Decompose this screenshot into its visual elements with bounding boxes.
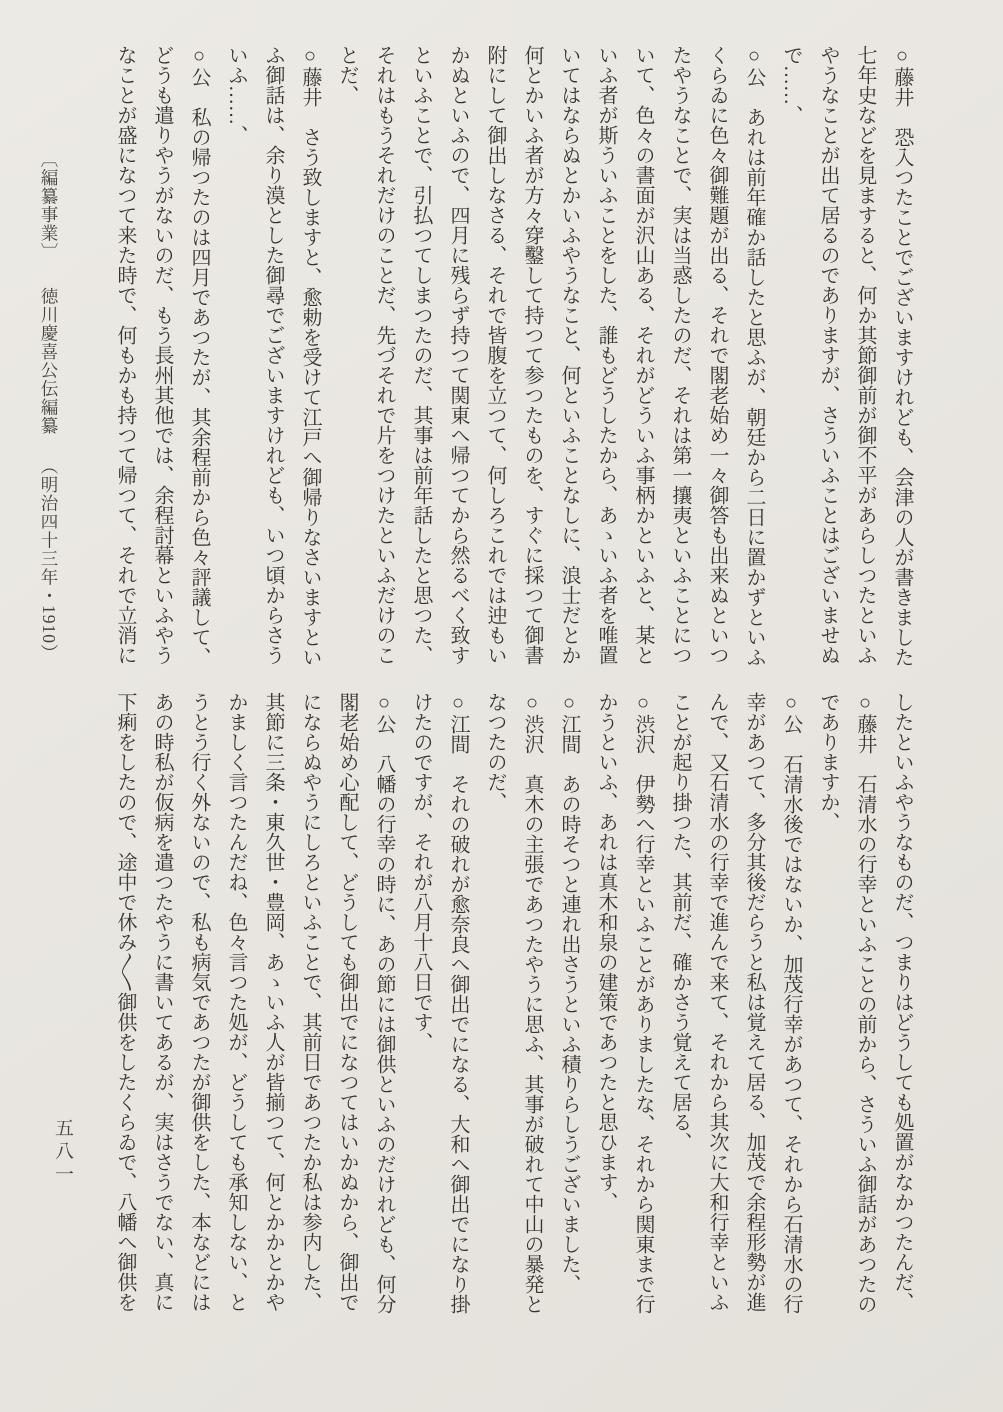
- text-line: ふ御話は、余り漠とした御尋でございますけれども、いつ頃からさう: [262, 45, 284, 665]
- text-line: かうといふ、あれは真木和泉の建策であつたと思ひます、: [595, 692, 617, 1212]
- text-line: とだ、: [336, 45, 358, 105]
- running-head-title: 徳川慶喜公伝編纂: [39, 287, 59, 435]
- text-line: ○藤井 さう致しますと、愈勅を受けて江戸へ御帰りなさいますとい: [299, 45, 321, 667]
- page-number: 五八一: [52, 1118, 73, 1187]
- text-line: ○公 あれは前年確か話したと思ふが、朝廷から二日に置かずといふ: [743, 45, 765, 667]
- text-line: にならぬやうにしろといふことで、其前日であつたか私は参内した、: [299, 692, 321, 1312]
- text-line: といふことで、引払つてしまつたのだ、其事は前年話したと思つた、: [410, 45, 432, 665]
- text-line: ○公 八幡の行幸の時に、あの節には御供といふのだけれども、何分: [373, 692, 395, 1314]
- text-line: どうも遣りやうがないのだ、もう長州其他では、余程討幕といふやう: [151, 45, 173, 665]
- text-line: けたのですが、それが八月十八日です、: [410, 692, 432, 1052]
- text-line: くらゐに色々御難題が出る、それで閣老始め一々御答も出来ぬといつ: [706, 45, 728, 665]
- text-line: 附にして御出しなさる、それで皆腹を立つて、何しろこれでは迚もい: [484, 45, 506, 665]
- text-line: たやうなことで、実は当惑したのだ、それは第一攘夷といふことにつ: [669, 45, 691, 665]
- text-line: いて、色々の書面が沢山ある、それがどういふ事柄かといふと、某と: [632, 45, 654, 665]
- text-line: なつたのだ、: [484, 692, 506, 812]
- text-line: それはもうそれだけのことだ、先づそれで片をつけたといふだけのこ: [373, 45, 395, 665]
- top-text-block: [106, 45, 920, 667]
- text-line: したといふやうなものだ、つまりはどうしても処置がなかつたんだ、: [891, 692, 913, 1312]
- text-line: 何とかいふ者が方々穿鑿して持つて参つたものを、すぐに採つて御書: [521, 45, 543, 665]
- text-line: ○公 石清水後ではないか、加茂行幸があつて、それから石清水の行: [780, 692, 802, 1314]
- text-line: いてはならぬとかいふやうなこと、何といふことなしに、浪士だとか: [558, 45, 580, 665]
- text-line: なことが盛になつて来た時で、何もかも持つて帰つて、それで立消に: [114, 45, 136, 665]
- text-line: いふ……、: [225, 45, 247, 145]
- text-line: ○公 私の帰つたのは四月であつたが、其余程前から色々評議して、: [188, 45, 210, 667]
- text-line: ○江間 それの破れが愈奈良へ御出でになる、大和へ御出でになり掛: [447, 692, 469, 1314]
- text-line: ことが起り掛つた、其前だ、確かさう覚えて居る、: [669, 692, 691, 1152]
- text-line: 閣老始め心配して、どうしても御出でになつてはいかぬから、御出で: [336, 692, 358, 1312]
- text-line: ○藤井 石清水の行幸といふことの前から、さういふ御話があつたの: [854, 692, 876, 1314]
- text-line: でありますか、: [817, 692, 839, 832]
- running-head: [34, 150, 64, 663]
- text-line: ○渋沢 真木の主張であつたやうに思ふ、其事が破れて中山の暴発と: [521, 692, 543, 1314]
- bottom-text-block: [106, 692, 920, 1316]
- text-line: あの時私が仮病を遣つたやうに書いてあるが、実はさうでない、真に: [151, 692, 173, 1312]
- text-line: うとう行く外ないので、私も病気であつたが御供をした、本などには: [188, 692, 210, 1312]
- text-line: んで、又石清水の行幸で進んで来て、それから其次に大和行幸といふ: [706, 692, 728, 1312]
- text-line: 其節に三条・東久世・豊岡、あゝいふ人が皆揃つて、何とかかとかや: [262, 692, 284, 1312]
- section-label: 〔編纂事業〕: [39, 150, 59, 261]
- running-head-date: （明治四十三年・1910）: [39, 457, 59, 663]
- text-line: やうなことが出て居るのでありますが、さういふことはございませぬ: [817, 45, 839, 665]
- text-line: いふ者が斯ういふことをした、誰もどうしたから、あゝいふ者を唯置: [595, 45, 617, 665]
- text-line: 下痢をしたので、途中で休み〳〵御供をしたくらゐで、八幡へ御供を: [114, 692, 136, 1312]
- text-line: かぬといふので、四月に残らず持つて関東へ帰つてから然るべく致す: [447, 45, 469, 665]
- text-line: 幸があつて、多分其後だらうと私は覚えて居る、加茂で余程形勢が進: [743, 692, 765, 1312]
- text-line: ○渋沢 伊勢へ行幸といふことがありましたな、それから関東まで行: [632, 692, 654, 1314]
- text-line: 七年史などを見ますると、何か其節御前が御不平があらしつたといふ: [854, 45, 876, 665]
- text-line: ○江間 あの時そつと連れ出さうといふ積りらしうございました、: [558, 692, 580, 1294]
- text-line: ○藤井 恐入つたことでございますけれども、会津の人が書きました: [891, 45, 913, 667]
- text-line: で……、: [780, 45, 802, 125]
- text-line: かましく言つたんだね、色々言つた処が、どうしても承知しない、と: [225, 692, 247, 1312]
